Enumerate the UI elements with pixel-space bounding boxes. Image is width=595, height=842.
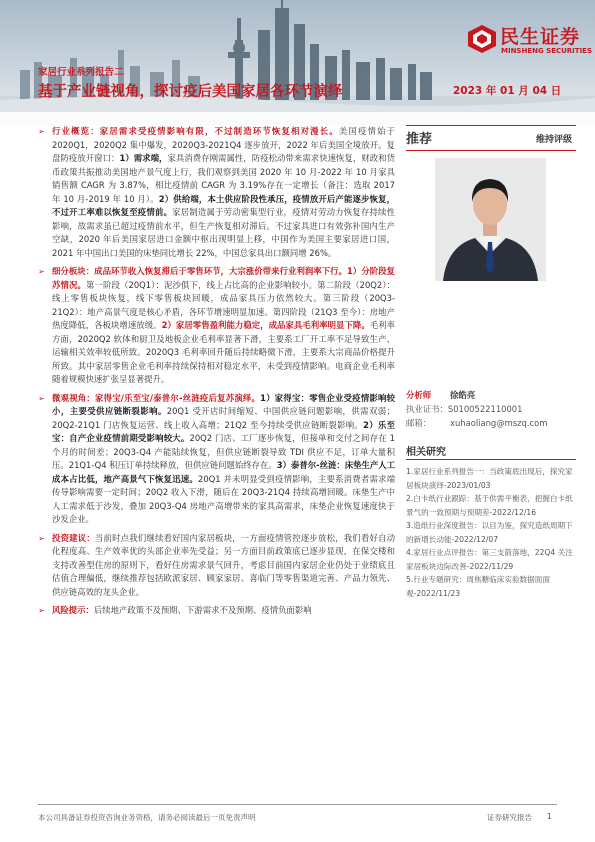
section-body: 毛利率方面，2020Q2 软体和厨卫及地板企业毛利率显著下滑，主要系工厂开工率不足导致生产、运输相关效率较低所致。2020Q3 毛利率回升随后持续略微下滑，主要系大宗商品价格提升所致。其中家居零售企业毛利率持续保持相对稳定水平，未受到疫情影响。电商企业毛利率随着规模快速扩张呈显著提升。 [52,320,396,384]
section-body: 20Q1 受开店时间缩短、中国供应链问题影响，供需双弱；20Q2-21Q1 门店恢复运营、线上收入高增；21Q2 至今持续受供应链断裂影响。 [52,406,395,430]
minsheng-logo [467,22,592,60]
header-banner [0,0,595,125]
analyst-name: 徐皓亮 [450,390,476,400]
section-micro-view [38,392,395,527]
section-lead: 投资建议： [52,532,95,543]
section-lead: 微观视角：家得宝/乐至宝/泰普尔-丝涟疫后复苏演绎。 [52,392,261,403]
arrow-bullet-icon: ➢ [38,127,45,136]
minsheng-logo-icon [467,24,497,54]
footer-report-type: 证券研究报告 [487,813,532,822]
section-body: 美国疫情始于 2020Q1，2020Q2 集中爆发，2020Q3-2021Q4 逐步放开，2022 年后美国全境放开。复盘防疫放开窗口： [52,126,396,163]
rating-status: 维持评级 [535,135,572,145]
section-body: 后续地产政策不及预期、下游需求不及预期、疫情负面影响 [93,605,312,615]
related-research-item[interactable]: 5.行业专题研究：周焦糖临床实验数据面面观-2022/11/23 [406,575,550,598]
email-label: 邮箱： [406,418,432,428]
section-investment-advice [38,532,395,600]
section-lead: 2）乐至宝：自产企业疫情前期受影响较大。 [52,419,395,443]
section-body: 第一阶段（20Q1）：泥沙俱下，线上占比高的企业影响较小。第二阶段（20Q2）：线上零售板块恢复，线下零售板块回暖，成品家具压力依然较大。第三阶段（20Q3-21Q2）：地产高景气度是核心矛盾，各环节增速明显加速。第四阶段（21Q3 至今）：房地产热度降低，各板块增速放缓。 [52,279,396,330]
analyst-photo [435,158,546,281]
arrow-bullet-icon: ➢ [38,533,45,543]
section-risk-warning [38,604,395,618]
arrow-bullet-icon: ➢ [38,606,45,615]
related-research-item[interactable]: 4.家居行业点评报告：第三支箭落地，22Q4 关注家居板块边际改善-2022/11/29 [406,548,573,571]
sidebar [406,125,576,598]
section-body: 家居制造属于劳动密集型行业，疫情对劳动力恢复存持续性影响，故需求虽已超过疫情前水平，但生产恢复相对滞后。不过家具进口有效弥补国内生产空缺，2020 年后美国家居进口金额中枢出现明显上移，中国作为美国主要家居进口国，2021 年中国出口美国的床垫同比增长 22%，中国总家具出口额同增 26%。 [52,207,396,258]
related-research-item[interactable]: 1.家居行业系列报告一：当政策底出现后，探究家居板块演绎-2023/01/03 [406,467,573,490]
main-content [38,125,395,618]
section-lead: 1）家得宝：零售企业受疫情影响较小，主要受供应链断裂影响。 [52,392,396,416]
section-lead: 1）分阶段复苏情况。 [52,266,396,290]
report-series: 家居行业系列报告二 [38,67,124,78]
page-footer [38,804,557,829]
cert-label: 执业证书： [406,404,448,414]
section-industry-overview [38,125,395,260]
arrow-bullet-icon: ➢ [38,267,45,276]
section-lead: 风险提示： [52,605,94,615]
arrow-bullet-icon: ➢ [38,393,45,403]
logo-english-name: MINSHENG SECURITIES [501,47,592,55]
analyst-email[interactable]: xuhaoliang@mszq.com [450,418,548,428]
rating-bar [406,125,576,151]
cert-number: S0100522110001 [447,404,523,414]
related-research-list [406,465,576,600]
analyst-portrait-image [435,158,546,281]
section-segments [38,265,395,387]
section-lead: 行业概览：家居需求受疫情影响有限，不过制造环节恢复相对漫长。 [52,126,339,136]
analyst-label: 分析师 [406,390,432,400]
section-body: 20Q1 并未明显受到疫情影响，主要系消费者需求端传导影响需要一定时间；20Q2 收入下滑，随后在 20Q3-21Q4 持续高增回暖。床垫生产中人工需求低于沙发，叠加 20Q3-Q4 房地产高增带来的家具高需求，床垫企业恢复速度快于沙发企业。 [52,473,395,524]
related-research-item[interactable]: 2.白卡纸行业跟踪：基于供需平衡表，把握白卡纸景气的一致预期与预期差-2022/12/16 [406,494,573,517]
recommendation: 推荐 [406,132,433,147]
section-lead: 1）需求端， [119,153,168,163]
section-lead: 2）供给端，本土供应阶段性承压，疫情放开后产能逐步恢复，不过开工率难以恢复至疫情前。 [52,193,396,217]
section-lead: 2）家居零售盈利能力稳定，成品家具毛利率明显下降。 [161,320,370,330]
section-body: 20Q2 门店、工厂逐步恢复，但接单和交付之间存在 1 个月的时间差；20Q3-Q4 产能陆续恢复，但供应链断裂导致 TDI 供应不足，订单大量积压。21Q1-Q4 积压订单持续释放，但供应链问题始终存在。 [52,433,395,470]
report-title: 基于产业链视角，探讨疫后美国家居各环节演绎 [38,84,343,100]
related-research-item[interactable]: 3.造纸行业深度报告：以目为鉴，探究造纸周期下的新增长动能-2022/12/07 [406,521,573,544]
footer-disclaimer: 本公司具备证券投资咨询业务资格，请务必阅读最后一页免责声明 [38,813,256,822]
report-date: 2023 年 01 月 04 日 [453,85,562,97]
page-number: 1 [547,812,552,821]
section-body: 当前时点我们继续看好国内家居板块，一方面疫情管控逐步放松，我们看好自动化程度高、生产效率优的头部企业率先受益；另一方面目前政策底已逐步显现，在保交楼和支持改善型住房的原则下，看好住房需求景气回升，考虑目前国内家居企业仍处于业绩底且估值合理偏低，继续推荐包括欧派家居、顾家家居、喜临门等零售渠道完善、产品力领先、供应链高效的龙头企业。 [52,532,396,597]
section-body: 家具消费存刚需属性，防疫松动带来需求快速恢复，财政和货币政策共振推动美国地产景气度上行，我们观察到美国 2020 年 10 月-2022 年 10 月家具销售额 CAGR 为 3.87%，相比疫情前 CAGR 为 3.19%存在一定增长（备注：选取 2017 年 10 月-2019 年 10 月）。 [52,153,396,204]
section-lead: 细分板块：成品环节收入恢复滞后于零售环节，大宗涨价带来行业利润率下行。 [52,266,348,276]
related-research-title: 相关研究 [406,443,576,460]
logo-chinese-name: 民生证券 [500,26,581,48]
analyst-info [406,388,576,430]
section-lead: 3）泰普尔-丝涟：床垫生产人工成本占比低，地产高景气下恢复迅速。 [52,460,395,484]
city-skyline-image [0,0,595,125]
